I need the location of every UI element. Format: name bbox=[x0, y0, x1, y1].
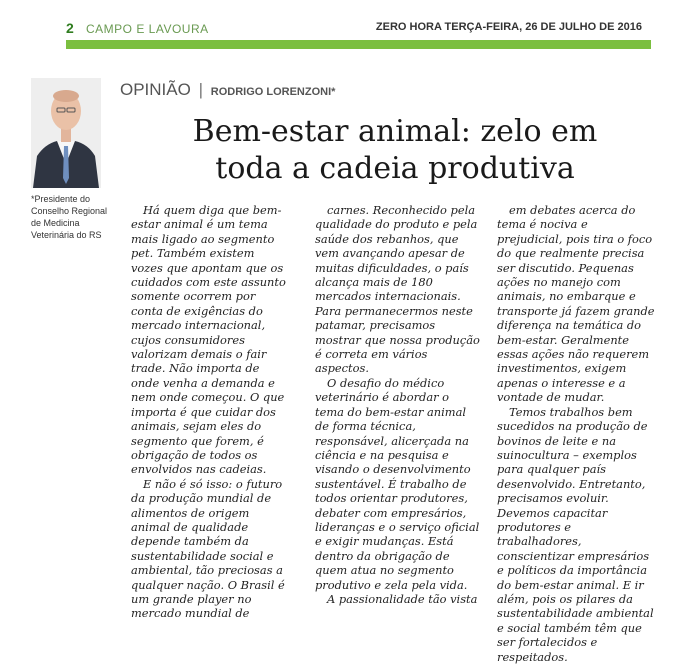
headline: Bem-estar animal: zelo em toda a cadeia produtiva bbox=[192, 114, 598, 186]
paragraph: O desafio do médico veterinário é abordar o tema do bem-estar animal de forma técnica, responsável, alicerçada na ciência e na pesquisa e visando o desenvolvimento sustentável. É trabalho de todos orientar produtores, debater com empresários, lideranças e o serviço oficial e exigir mudanças. Está dentro da obrigação de quem atua no segmento produtivo e zela pela vida. bbox=[315, 375, 480, 592]
byline bbox=[120, 80, 335, 100]
paragraph: E não é só isso: o futuro da produção mundial de alimentos de origem animal de qualidade depende também da sustentabilidade social e ambiental, tão preciosas a qualquer nação. O Brasil é um grande player no mercado mundial de bbox=[131, 476, 285, 621]
author-name: RODRIGO LORENZONI* bbox=[210, 86, 336, 98]
paragraph: carnes. Reconhecido pela qualidade do produto e pela saúde dos rebanhos, que vem avançando apesar de muitas dificuldades, o país alcança mais de 180 mercados internacionais. Para permanecermos neste patamar, precisamos mostrar que nossa produção é correta em vários aspectos. bbox=[315, 203, 480, 376]
text-column-1 bbox=[131, 203, 287, 621]
paragraph: em debates acerca do tema é nociva e prejudicial, pois tira o foco do que realmente precisa ser discutido. Pequenas ações no manejo com animais, no embarque e transporte já fazem grande diferença na temática do bem-estar. Geralmente essas ações não requerem investimentos, exigem apenas o interesse e a vontade de mudar. bbox=[497, 203, 655, 405]
author-photo bbox=[31, 78, 101, 188]
text-column-3 bbox=[497, 203, 655, 664]
text-column-2 bbox=[315, 203, 480, 606]
paragraph: Temos trabalhos bem sucedidos na produção de bovinos de leite e na suinocultura – exemplos para qualquer país desenvolvido. Entretanto, precisamos evoluir. Devemos capacitar produtores e trabalhadores, conscientizar empresários e políticos da importância do bem-estar animal. E ir além, pois os pilares da sustentabilidade ambiental e social também têm que ser fortalecidos e respeitados. bbox=[497, 404, 654, 664]
byline-separator: | bbox=[198, 80, 204, 99]
header-rule bbox=[66, 40, 651, 49]
author-caption: *Presidente do Conselho Regional de Medicina Veterinária do RS bbox=[31, 194, 108, 240]
paragraph: Há quem diga que bem-estar animal é um tema mais ligado ao segmento pet. Também existem vozes que apontam que os cuidados com este assunto somente ocorrem por conta de exigências do mercado internacional, cujos consumidores valorizam demais o fair trade. Não importa de onde venha a demanda e nem onde começou. O que importa é que cuidar dos animais, sejam eles do segmento que forem, é obrigação de todos os envolvidos nas cadeias. bbox=[131, 203, 286, 477]
page-number: 2 bbox=[66, 20, 74, 36]
kicker-label: OPINIÃO bbox=[120, 80, 191, 99]
section-name: CAMPO E LAVOURA bbox=[86, 22, 209, 36]
dateline: ZERO HORA TERÇA-FEIRA, 26 DE JULHO DE 2016 bbox=[375, 21, 642, 33]
author-portrait-image bbox=[31, 78, 101, 188]
paragraph: A passionalidade tão vista bbox=[327, 591, 478, 606]
